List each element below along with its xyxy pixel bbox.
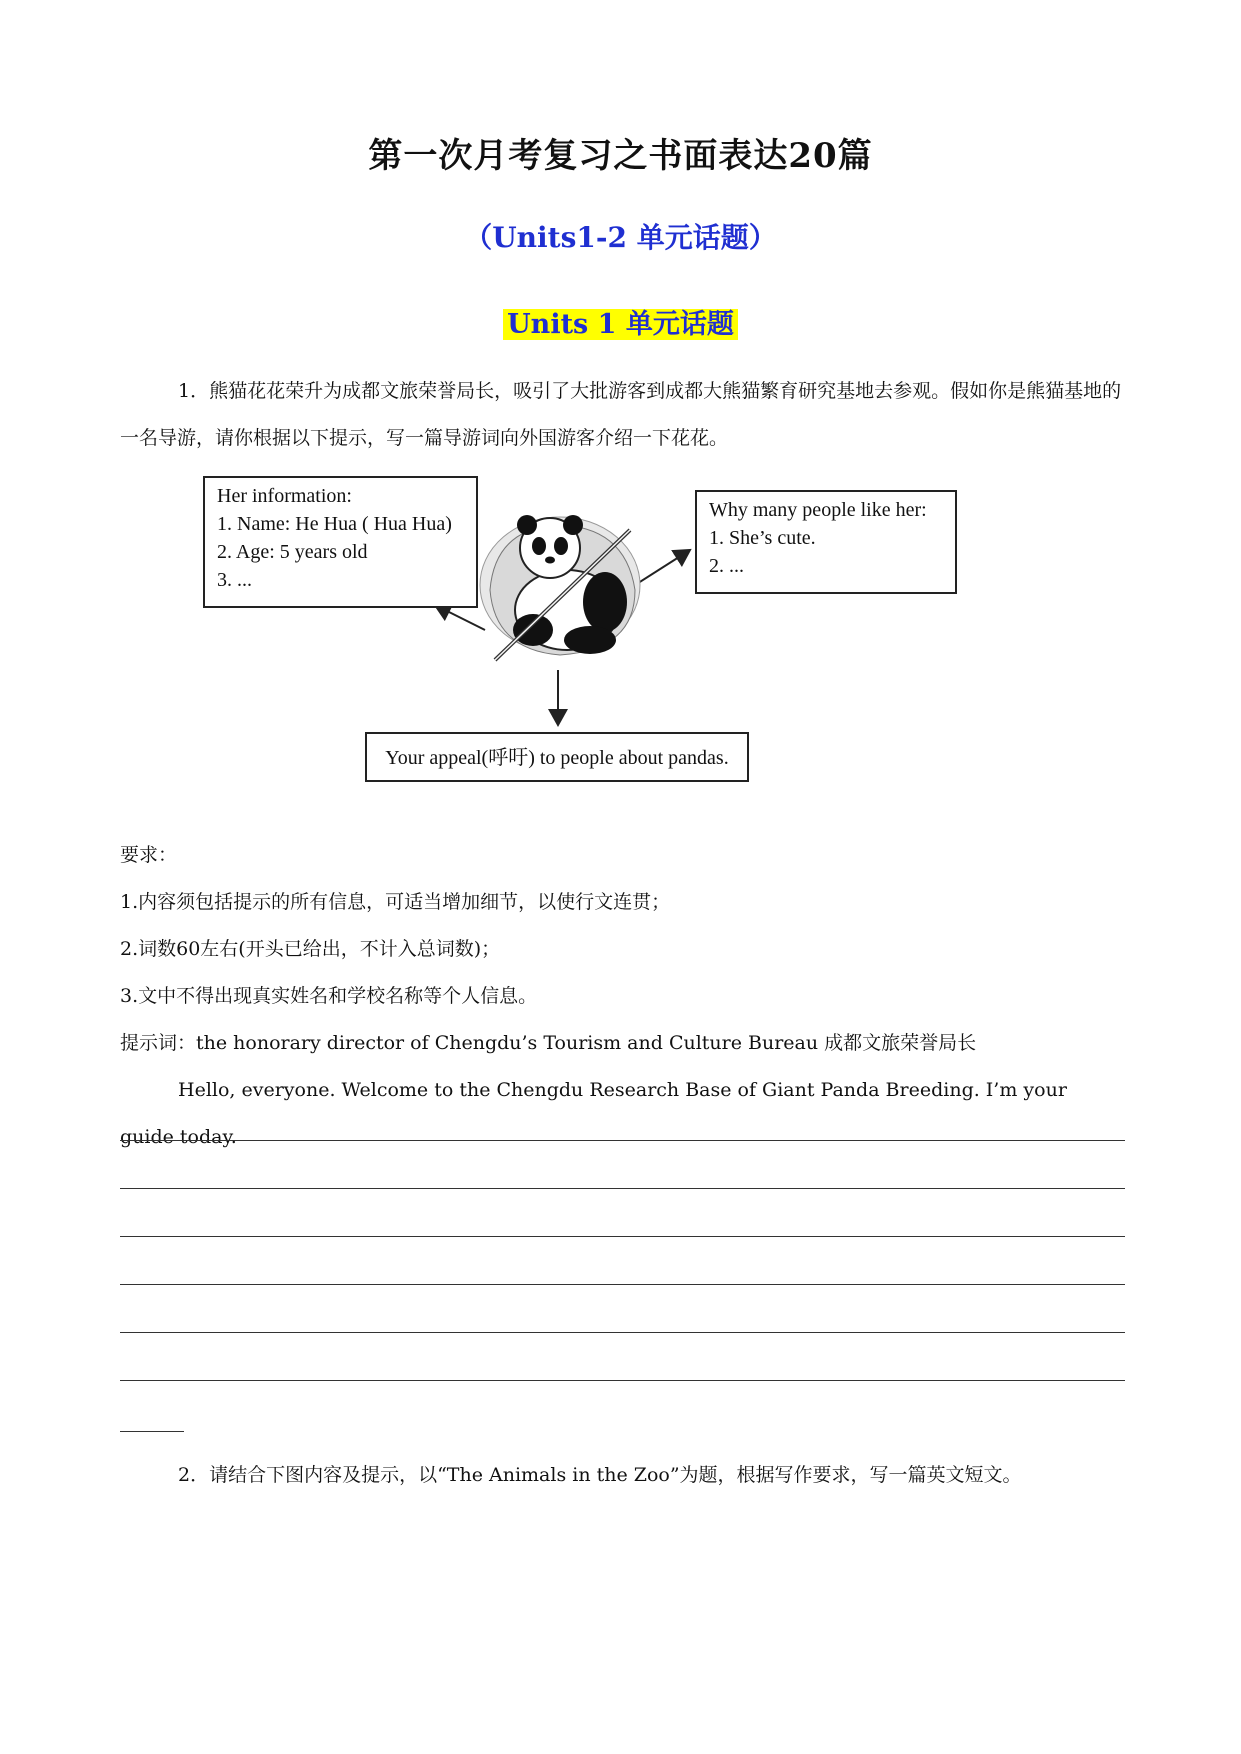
essay-opening: Hello, everyone. Welcome to the Chengdu Research Base of Giant Panda Breeding. I’m your guide today. bbox=[120, 1079, 1067, 1148]
appeal-box bbox=[365, 732, 749, 782]
requirement-item: 2.词数60左右(开头已给出，不计入总词数)； bbox=[120, 938, 501, 960]
answer-line[interactable] bbox=[120, 1380, 1125, 1381]
answer-line[interactable] bbox=[120, 1188, 1125, 1189]
unit-heading bbox=[0, 302, 1241, 341]
why-like-line: Why many people like her: bbox=[709, 499, 927, 521]
requirement-item: 1.内容须包括提示的所有信息，可适当增加细节，以使行文连贯； bbox=[120, 891, 671, 913]
her-information-line: 1. Name: He Hua ( Hua Hua) bbox=[217, 513, 452, 535]
answer-line[interactable] bbox=[120, 1332, 1125, 1333]
why-like-line: 1. She’s cute. bbox=[709, 527, 816, 549]
her-information-line: Her information: bbox=[217, 485, 352, 507]
page-subtitle: （Units1-2 单元话题） bbox=[464, 221, 777, 254]
her-information-box bbox=[203, 476, 478, 608]
question-2-intro: 2．请结合下图内容及提示，以“The Animals in the Zoo”为题，根据写作要求，写一篇英文短文。 bbox=[178, 1464, 1022, 1486]
her-information-line: 3. ... bbox=[217, 569, 252, 591]
answer-line[interactable] bbox=[120, 1236, 1125, 1237]
hint-words: 提示词：the honorary director of Chengdu’s Tourism and Culture Bureau 成都文旅荣誉局长 bbox=[120, 1032, 977, 1054]
answer-line[interactable] bbox=[120, 1140, 1125, 1141]
panda-icon bbox=[480, 515, 640, 660]
why-people-like-her-box bbox=[695, 490, 957, 594]
question-1-intro: 1．熊猫花花荣升为成都文旅荣誉局长，吸引了大批游客到成都大熊猫繁育研究基地去参观。假如你是熊猫基地的一名导游，请你根据以下提示，写一篇导游词向外国游客介绍一下花花。 bbox=[120, 380, 1122, 449]
panda-diagram bbox=[195, 470, 975, 795]
unit-heading-text: Units 1 单元话题 bbox=[503, 309, 738, 340]
page-title: 第一次月考复习之书面表达20篇 bbox=[368, 136, 873, 176]
answer-line[interactable] bbox=[120, 1284, 1125, 1285]
requirements-label: 要求： bbox=[120, 844, 178, 866]
appeal-text: Your appeal(呼吁) to people about pandas. bbox=[385, 747, 729, 769]
her-information-line: 2. Age: 5 years old bbox=[217, 541, 368, 563]
answer-line-end[interactable] bbox=[120, 1431, 184, 1432]
requirement-item: 3.文中不得出现真实姓名和学校名称等个人信息。 bbox=[120, 985, 538, 1007]
why-like-line: 2. ... bbox=[709, 555, 744, 577]
